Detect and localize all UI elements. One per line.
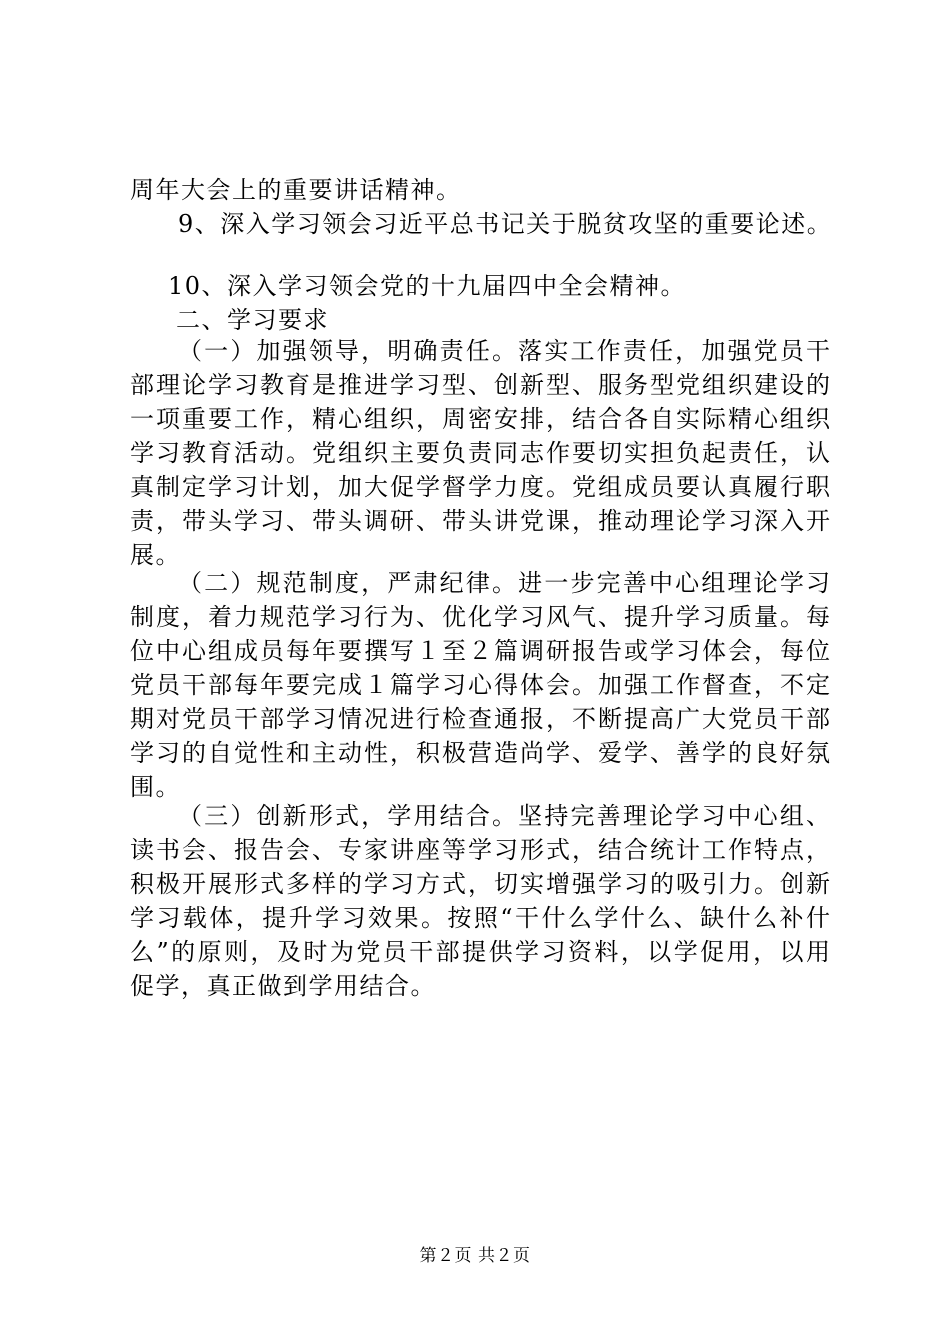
paragraph-line: （一）加强领导，明确责任。落实工作责任，加强党员干 xyxy=(178,337,830,365)
paragraph-line: 展。 xyxy=(130,541,181,569)
paragraph-line: 学习教育活动。党组织主要负责同志作要切实担负起责任，认 xyxy=(130,439,830,467)
paragraph-line: 学习载体，提升学习效果。按照“干什么学什么、缺什么补什 xyxy=(130,904,830,932)
paragraph-line: 制度，着力规范学习行为、优化学习风气、提升学习质量。每 xyxy=(130,603,830,631)
paragraph-line: 围。 xyxy=(130,773,181,801)
paragraph-line: 么”的原则，及时为党员干部提供学习资料，以学促用，以用 xyxy=(130,938,830,966)
paragraph-line: 一项重要工作，精心组织，周密安排，结合各自实际精心组织 xyxy=(130,405,830,433)
paragraph-line: 读书会、报告会、专家讲座等学习形式，结合统计工作特点， xyxy=(130,836,830,864)
paragraph-line: 期对党员干部学习情况进行检查通报，不断提高广大党员干部 xyxy=(130,705,830,733)
page-number-footer: 第２页 共２页 xyxy=(419,1246,531,1266)
paragraph-line: 位中心组成员每年要撰写１至２篇调研报告或学习体会，每位 xyxy=(130,637,830,665)
paragraph-line: （二）规范制度，严肃纪律。进一步完善中心组理论学习 xyxy=(178,569,830,597)
list-item-9: 9、深入学习领会习近平总书记关于脱贫攻坚的重要论述。 xyxy=(178,210,833,238)
paragraph-line: 学习的自觉性和主动性，积极营造尚学、爱学、善学的良好氛 xyxy=(130,739,830,767)
paragraph-line: 部理论学习教育是推进学习型、创新型、服务型党组织建设的 xyxy=(130,371,830,399)
paragraph-line: 积极开展形式多样的学习方式，切实增强学习的吸引力。创新 xyxy=(130,870,830,898)
paragraph-line: 促学，真正做到学用结合。 xyxy=(130,972,436,1000)
paragraph-line: 责，带头学习、带头调研、带头讲党课，推动理论学习深入开 xyxy=(130,507,830,535)
paragraph-line: 周年大会上的重要讲话精神。 xyxy=(130,176,462,204)
paragraph-line: 党员干部每年要完成１篇学习心得体会。加强工作督查，不定 xyxy=(130,671,830,699)
paragraph-line: （三）创新形式，学用结合。坚持完善理论学习中心组、 xyxy=(178,802,830,830)
section-heading: 二、学习要求 xyxy=(176,306,329,334)
list-item-10: 10、深入学习领会党的十九届四中全会精神。 xyxy=(168,272,687,300)
paragraph-line: 真制定学习计划，加大促学督学力度。党组成员要认真履行职 xyxy=(130,473,830,501)
